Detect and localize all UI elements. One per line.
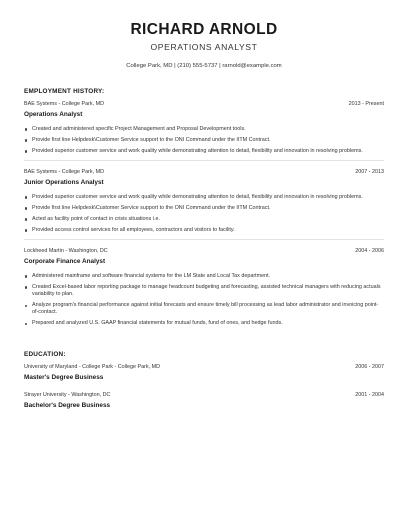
- job-bullets: [24, 273, 384, 328]
- section-divider: [24, 239, 384, 240]
- bullet-item: Provided superior customer service and work quality while demonstrating attention to detail, flexibility and innovation in resolving problems.: [32, 194, 384, 201]
- education-dates: 2001 - 2004: [355, 391, 384, 398]
- job-title: Operations Analyst: [24, 111, 83, 118]
- education-degree: Master's Degree Business: [24, 373, 104, 381]
- section-divider: [24, 160, 384, 161]
- education-heading: EDUCATION:: [24, 350, 66, 358]
- employment-heading: EMPLOYMENT HISTORY:: [24, 88, 105, 95]
- job-title: Corporate Finance Analyst: [24, 258, 106, 266]
- education-entry: [24, 364, 384, 382]
- bullet-item: Created and administered specific Project Management and Proposal Development tools.: [32, 126, 384, 133]
- candidate-title: OPERATIONS ANALYST: [150, 42, 258, 52]
- job-entry: [24, 248, 384, 328]
- bullet-item: Provided access control services for all employees, contractors and visitors to facility.: [32, 227, 384, 234]
- job-employer: BAE Systems - College Park, MD: [24, 101, 104, 107]
- job-header: [24, 101, 384, 108]
- bullet-item: Administered mainframe and software financial systems for the LM State and Local Tax department.: [32, 273, 384, 280]
- education-degree: Bachelor's Degree Business: [24, 401, 111, 409]
- job-dates: 2013 - Present: [348, 101, 384, 107]
- job-employer: Lockheed Martin - Washington, DC: [24, 248, 108, 255]
- job-entry: [24, 101, 384, 161]
- education-school: University of Maryland - College Park - College Park, MD: [24, 363, 161, 370]
- job-employer: BAE Systems - College Park, MD: [24, 169, 104, 176]
- contact-line: College Park, MD | (210) 555-5737 | rarnold@example.com: [126, 63, 282, 69]
- bullet-item: Provide first line Helpdesk\Customer Service support to the ONI Command under the IITM Contract.: [32, 205, 384, 212]
- job-bullets: [24, 194, 384, 234]
- bullet-item: Provide first line Helpdesk\Customer Service support to the ONI Command under the IITM Contract.: [32, 137, 384, 144]
- bullet-item: Created Excel-based labor reporting package to manage headcount budgeting and forecasting, assisted technical managers with reducing actuals variability to plan.: [32, 284, 384, 299]
- candidate-name: RICHARD ARNOLD: [130, 21, 278, 38]
- education-dates: 2006 - 2007: [355, 363, 384, 370]
- bullet-item: Acted as facility point of contact in crisis situations i.e.: [32, 216, 384, 223]
- job-title: Junior Operations Analyst: [24, 179, 104, 187]
- education-entry: [24, 392, 384, 410]
- job-bullets: [24, 126, 384, 155]
- job-header: [24, 169, 384, 176]
- bullet-item: Analyze program's financial performance against initial forecasts and ensure timely bill processing as lead labor administrator and invoicing point-of-contact.: [32, 302, 384, 317]
- job-dates: 2007 - 2013: [355, 169, 384, 176]
- education-header: [24, 364, 384, 371]
- education-school: Strayer University - Washington, DC: [24, 391, 111, 398]
- bullet-item: Prepared and analyzed U.S. GAAP financial statements for mutual funds, fund of ones, and hedge funds.: [32, 320, 384, 327]
- job-dates: 2004 - 2006: [355, 248, 384, 255]
- job-header: [24, 248, 384, 255]
- job-entry: [24, 169, 384, 240]
- bullet-item: Provided superior customer service and work quality while demonstrating attention to detail, flexibility and innovation in resolving problems.: [32, 148, 384, 155]
- education-header: [24, 392, 384, 399]
